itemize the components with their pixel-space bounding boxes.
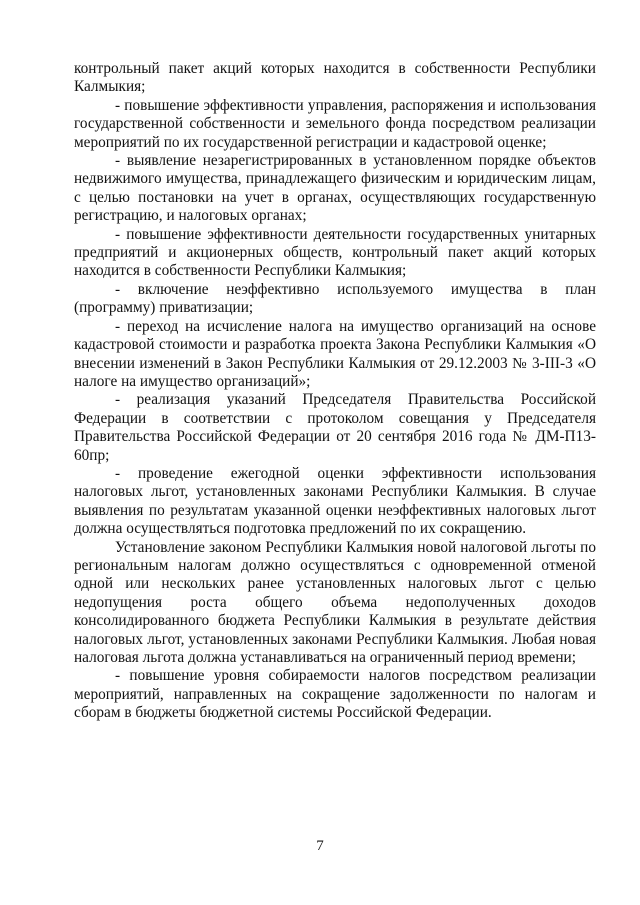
paragraph-bullet-state-enterprises: - повышение эффективности деятельности государственных унитарных предприятий и акционерных обществ, контрольный пакет акций которых находится в собственности Республики Калмыкия; (74, 225, 596, 280)
paragraph-bullet-chairman-instructions: - реализация указаний Председателя Правительства Российской Федерации в соответствии с протоколом совещания у Председателя Правительства Российской Федерации от 20 сентября 2016 года № ДМ-П13-60пр; (74, 391, 596, 464)
paragraph-bullet-tax-collection: - повышение уровня собираемости налогов посредством реализации мероприятий, направленных на сокращение задолженности по налогам и сборам в бюджеты бюджетной системы Российской Федерации. (74, 667, 596, 722)
paragraph-bullet-property-management: - повышение эффективности управления, распоряжения и использования государственной собственности и земельного фонда посредством реализации мероприятий по их государственной регистрации и кадастровой оценке; (74, 96, 596, 151)
document-body (74, 60, 596, 723)
paragraph-bullet-privatization: - включение неэффективно используемого имущества в план (программу) приватизации; (74, 280, 596, 317)
page-number: 7 (316, 838, 324, 854)
paragraph-continuation: контрольный пакет акций которых находится в собственности Республики Калмыкия; (74, 60, 596, 96)
paragraph-bullet-tax-benefits-evaluation: - проведение ежегодной оценки эффективности использования налоговых льгот, установленных законами Республики Калмыкия. В случае выявления по результатам указанной оценки неэффективных налоговых льгот должна осуществляться подготовка предложений по их сокращению. (74, 464, 596, 538)
paragraph-new-tax-benefit: Установление законом Республики Калмыкия новой налоговой льготы по региональным налогам должно осуществляться с одновременной отменой одной или нескольких ранее установленных налоговых льгот с целью недопущения роста общего объема недополученных доходов консолидированного бюджета Республики Калмыкия в результате действия налоговых льгот, установленных законами Республики Калмыкия. Любая новая налоговая льгота должна устанавливаться на ограниченный период времени; (74, 538, 596, 666)
paragraph-bullet-cadastral-tax: - переход на исчисление налога на имущество организаций на основе кадастровой стоимости и разработка проекта Закона Республики Калмыкия «О внесении изменений в Закон Республики Калмыкия от 29.12.2003 № 3-III-3 «О налоге на имущество организаций»; (74, 317, 596, 390)
paragraph-bullet-unregistered-property: - выявление незарегистрированных в установленном порядке объектов недвижимого имущества, принадлежащего физическим и юридическим лицам, с целью постановки на учет в органах, осуществляющих государственную регистрацию, и налоговых органах; (74, 152, 596, 225)
